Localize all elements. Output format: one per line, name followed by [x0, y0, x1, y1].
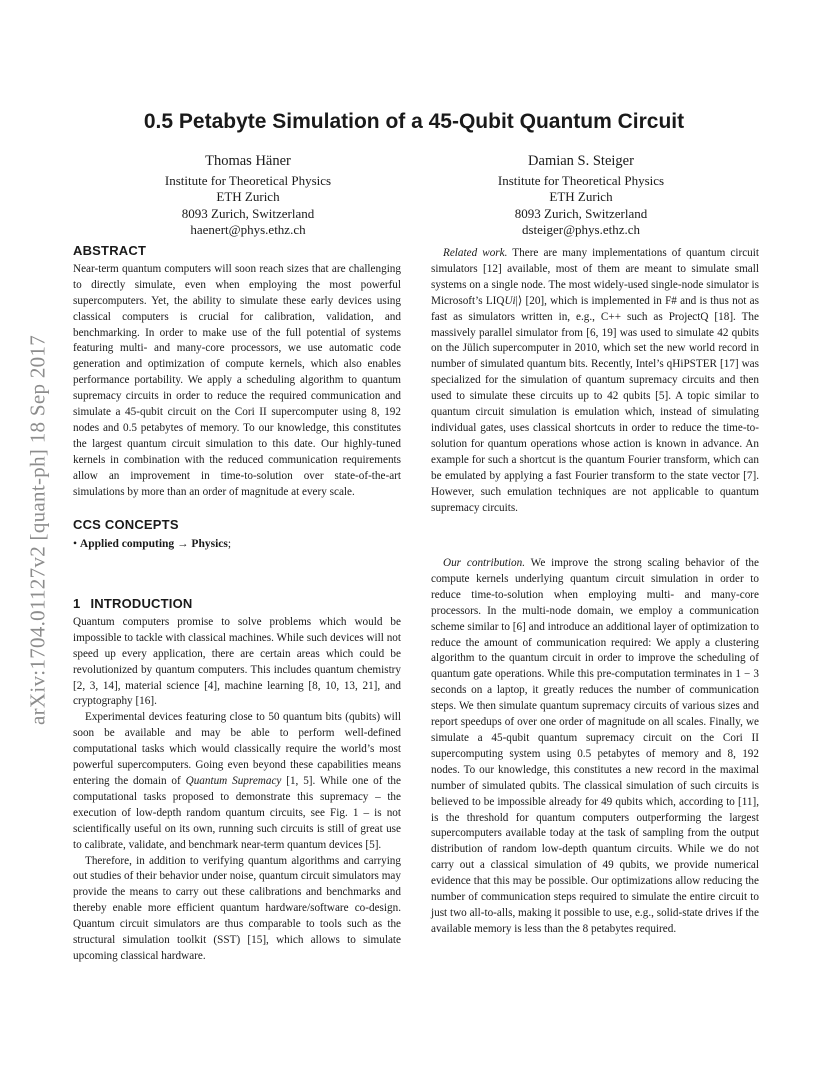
introduction-section	[73, 596, 401, 965]
author-name: Thomas Häner	[205, 153, 291, 169]
ccs-terminator: ;	[227, 537, 232, 550]
intro-p2-text-cont: [1, 5]. While one of the computational tasks proposed to demonstrate this supremacy – the execution of low-depth random quantum circuits, see Fig. 1 – is not scientifically useful on its own, running such circuits is still of great use to calibrate, validate, and benchmark near-term quantum devices [5].	[73, 774, 401, 851]
introduction-heading	[73, 596, 401, 612]
contribution-paragraph	[431, 556, 759, 938]
arrow-glyph: →	[177, 537, 189, 550]
related-work-text-cont: |⟩ [20], which is implemented in F# and is thus not as fast as simulators written in, e.g., C++ such as ProjectQ [18]. The massively parallel simulator from [6, 19] was used to simulate 42 qubits on the Jülich supercomputer in 2010, which set the new world record in number of simulated quantum bits. Recently, Intel’s qHiPSTER [17] was specialized for the simulation of quantum supremacy circuits and then used to simulate these circuits up to 42 qubits [5]. A topic similar to quantum circuit simulation is emulation which, instead of simulating individual gates, uses classical shortcuts in order to reduce the time-to-solution for quantum operations whose action is known in advance. An example for such a shortcut is the quantum Fourier transform, which can be emulated by applying a fast Fourier transform to the state vector [7]. However, such emulation techniques are not applicable to quantum supremacy circuits.	[431, 294, 759, 514]
author-block-1	[98, 152, 398, 239]
abstract-heading: ABSTRACT	[73, 243, 147, 258]
paper-title: 0.5 Petabyte Simulation of a 45-Qubit Quantum Circuit	[143, 110, 685, 133]
ccs-subconcept-label: Physics	[191, 537, 228, 550]
section-title: INTRODUCTION	[90, 596, 193, 611]
related-work-section	[431, 246, 759, 516]
bullet: •	[73, 537, 78, 550]
related-work-paragraph	[431, 246, 759, 516]
intro-p2-text: Experimental devices featuring close to 50 quantum bits (qubits) will soon be available and may be able to perform well-defined computational tasks which would classically require the world’s most powerful supercomputers. Going even beyond these capabilities means entering the domain of	[73, 711, 401, 787]
author-institute: Institute for Theoretical Physics	[497, 173, 665, 188]
arxiv-stamp	[22, 270, 54, 790]
author-university: ETH Zurich	[549, 189, 613, 205]
author-institute: Institute for Theoretical Physics	[164, 173, 332, 188]
author-university: ETH Zurich	[216, 189, 280, 205]
contribution-text: We improve the strong scaling behavior of the compute kernels underlying quantum circuit simulation in order to reduce time-to-solution when employing multi- and many-core processors. In the multi-node domain, we employ a communication scheme similar to [6] and introduce an additional layer of optimization to reduce the amount of communication required: We apply a clustering algorithm to the quantum circuit in order to improve the scheduling of quantum gate operations. While this pre-computation terminates in 1 − 3 seconds on a laptop, it greatly reduces the number of communication steps. We then simulate quantum supremacy circuits of various sizes and report speedups of over one order of magnitude on all scales. Finally, we simulate a 45-qubit quantum supremacy circuit on the Cori II supercomputing system using 0.5 petabytes of memory and 8, 192 nodes. To our knowledge, this constitutes a new record in the maximal number of simulated qubits. The classical simulation of such circuits is believed to be impossible already for 49 qubits which, according to [11], is the threshold for quantum computers outperforming the largest supercomputers available today at the task of sampling from the output distribution of random low-depth quantum circuits. While we do not carry out a classical simulation of 49 qubits, we provide numerical evidence that this may be possible. Our optimizations allow reducing the number of communication steps required to simulate the entire circuit to just two all-to-alls, making it possible to use, e.g., solid-state drives if the available memory is less than the 8 petabytes required.	[431, 557, 759, 935]
author-email[interactable]: dsteiger@phys.ethz.ch	[521, 222, 641, 238]
contribution-section	[431, 556, 759, 938]
quantum-supremacy-term: Quantum Supremacy	[185, 774, 282, 787]
intro-paragraph-1: Quantum computers promise to solve problems which would be impossible to tackle with classical machines. While such devices will not speed up every application, there are certain areas which could be revolutionized by quantum computers. This includes quantum chemistry [2, 3, 14], material science [4], machine learning [8, 10, 13, 21], and cryptography [16].	[73, 615, 401, 708]
abstract-section	[73, 243, 401, 501]
contribution-label: Our contribution.	[443, 557, 525, 569]
abstract-text: Near-term quantum computers will soon reach sizes that are challenging to directly simulate, even when employing the most powerful supercomputers. Yet, the ability to simulate these early devices using classical computers is crucial for calibration, validation, and benchmarking. In order to make use of the full potential of systems featuring multi- and many-core processors, we use automatic code generation and optimization of compute kernels, which also enables performance portability. We apply a scheduling algorithm to quantum supremacy circuits in order to reduce the required communication and simulate a 45-qubit circuit on the Cori II supercomputer using 8, 192 nodes and 0.5 petabytes of memory. To our knowledge, this constitutes the largest quantum circuit simulation to this date. Our highly-tuned kernels in combination with the reduced communication requirements allow an improvement in time-to-solution over state-of-the-art simulations by more than an order of magnitude at every scale.	[73, 262, 401, 498]
arxiv-identifier[interactable]: arXiv:1704.01127v2 [quant-ph] 18 Sep 2017	[25, 334, 50, 726]
related-work-label: Related work.	[443, 247, 508, 259]
author-email[interactable]: haenert@phys.ethz.ch	[190, 222, 306, 238]
section-number: 1	[73, 596, 81, 611]
ccs-section	[73, 517, 401, 553]
author-name: Damian S. Steiger	[528, 153, 634, 169]
ccs-concept	[73, 537, 401, 553]
intro-paragraph-2	[73, 710, 401, 853]
author-address: 8093 Zurich, Switzerland	[181, 205, 315, 221]
author-address: 8093 Zurich, Switzerland	[514, 205, 648, 221]
author-block-2	[431, 152, 731, 239]
ccs-concept-label: Applied computing	[79, 537, 175, 550]
intro-paragraph-3: Therefore, in addition to verifying quantum algorithms and carrying out studies of their behavior under noise, quantum circuit simulators may provide the means to carry out these calibrations and benchmarks and thereby enable more efficient quantum hardware/software co-design. Quantum circuit simulators are thus comparable to tools such as the structural simulation toolkit (SST) [15], which allows to simulate upcoming classical hardware.	[73, 854, 401, 962]
ccs-heading: CCS CONCEPTS	[73, 517, 179, 532]
liqui-math: Ui	[504, 294, 516, 307]
related-work-text: There are many implementations of quantum circuit simulators [12] available, most of them are meant to simulate small systems on a single node. The most widely-used single-node simulator is Microsoft’s LIQ	[431, 247, 759, 307]
